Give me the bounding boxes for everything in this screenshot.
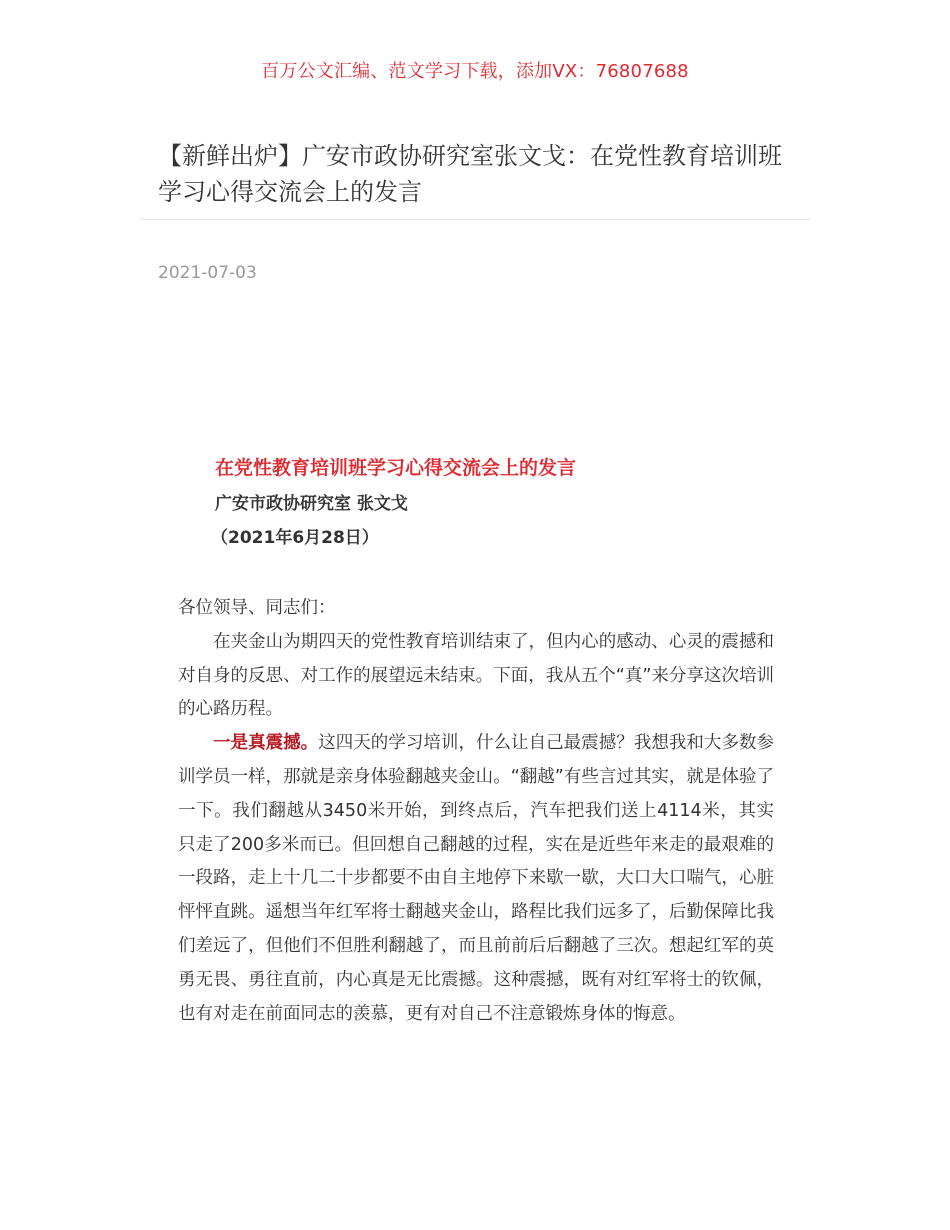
speech-date: （2021年6月28日） <box>211 528 379 548</box>
point-one-text: 这四天的学习培训，什么让自己最震撼？我想我和大多数参训学员一样，那就是亲身体验翻越夹金山。“翻越”有些言过其实，就是体验了一下。我们翻越从3450米开始，到终点后，汽车把我们送上4114米，其实只走了200多米而已。但回想自己翻越的过程，实在是近些年来走的最艰难的一段路，走上十几二十步都要不由自主地停下来歇一歇，大口大口喘气，心脏怦怦直跳。遥想当年红军将士翻越夹金山，路程比我们远多了，后勤保障比我们差远了，但他们不但胜利翻越了，而且前前后后翻越了三次。想起红军的英勇无畏、勇往直前，内心真是无比震撼。这种震撼，既有对红军将士的钦佩，也有对走在前面同志的羡慕，更有对自己不注意锻炼身体的悔意。 <box>178 733 775 1024</box>
speech-author: 广安市政协研究室 张文戈 <box>215 494 408 514</box>
intro-paragraph: 在夹金山为期四天的党性教育培训结束了，但内心的感动、心灵的震撼和对自身的反思、对工作的展望远未结束。下面，我从五个“真”来分享这次培训的心路历程。 <box>178 631 774 720</box>
speech-body <box>178 592 774 1031</box>
speech-header <box>211 453 815 555</box>
salutation: 各位领导、同志们： <box>178 598 336 618</box>
point-one-heading: 一是真震撼。 <box>213 733 319 754</box>
point-one-paragraph <box>178 727 774 1031</box>
title-divider <box>140 219 810 220</box>
promo-banner: 百万公文汇编、范文学习下载，添加VX：76807688 <box>261 61 689 82</box>
publish-date: 2021-07-03 <box>158 263 257 283</box>
article-title: 【新鲜出炉】广安市政协研究室张文戈：在党性教育培训班学习心得交流会上的发言 <box>158 142 782 206</box>
speech-title: 在党性教育培训班学习心得交流会上的发言 <box>215 457 577 479</box>
